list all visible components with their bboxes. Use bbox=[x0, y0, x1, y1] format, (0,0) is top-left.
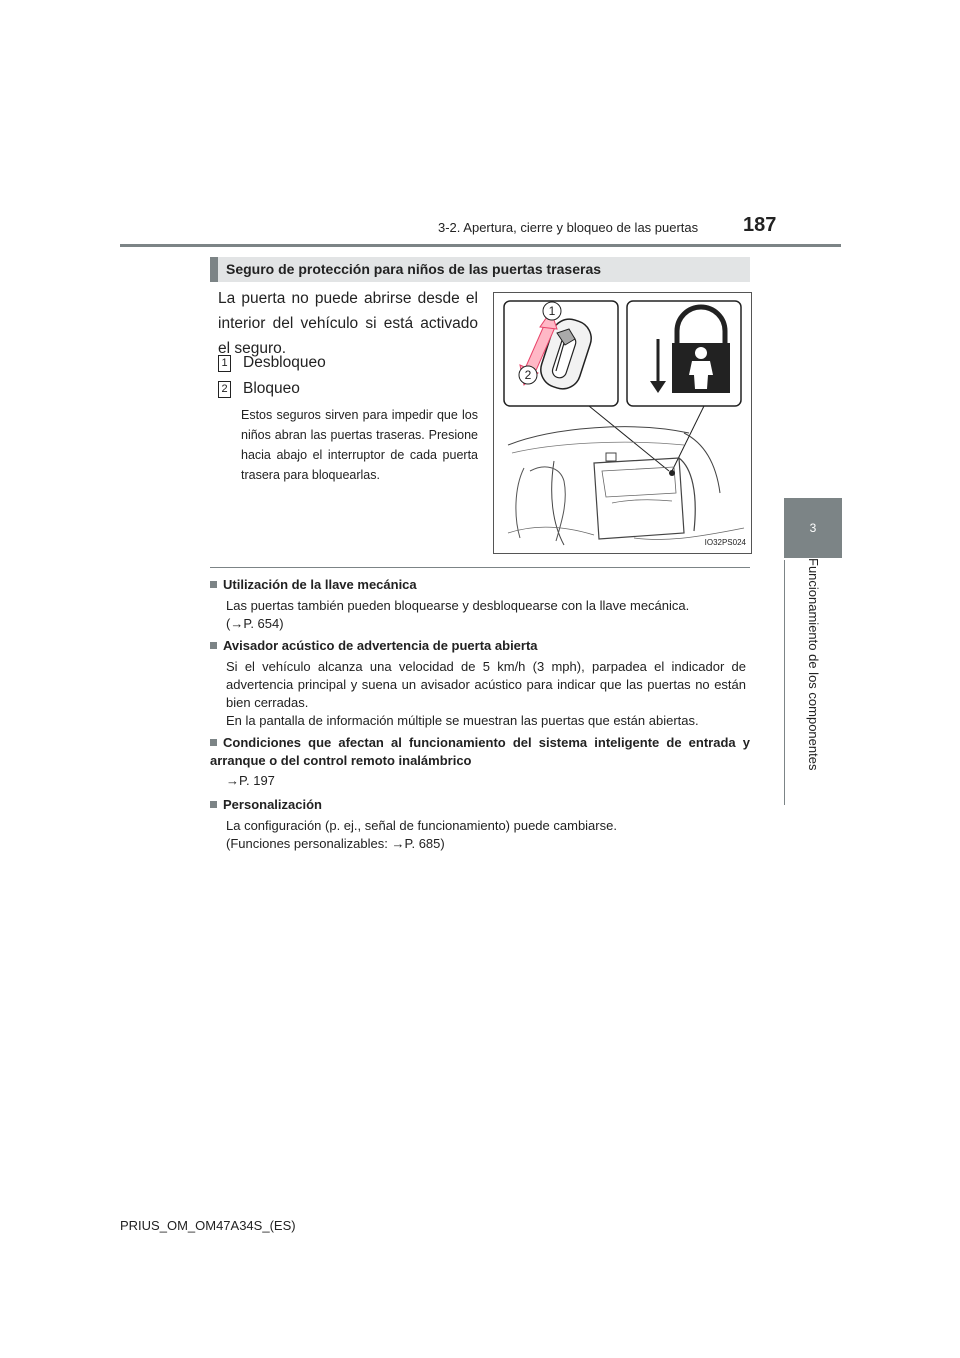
square-bullet-icon bbox=[210, 739, 217, 746]
info-block-title-text: Personalización bbox=[223, 797, 322, 812]
info-block-body bbox=[226, 597, 746, 633]
info-block-body bbox=[226, 658, 746, 730]
rear-door-panel bbox=[594, 458, 684, 539]
section-title-accent bbox=[210, 257, 218, 282]
info-block-title bbox=[210, 576, 750, 594]
callout-1-text: 1 bbox=[548, 304, 556, 318]
floor-line bbox=[508, 527, 594, 535]
pointer-right bbox=[672, 406, 704, 471]
section-note: Estos seguros sirven para impedir que los niños abran las puertas traseras. Presione hacia abajo el interruptor de cada puerta trasera para bloquearlas. bbox=[241, 408, 478, 482]
square-bullet-icon bbox=[210, 801, 217, 808]
chapter-tab-title bbox=[806, 558, 822, 788]
header-rule bbox=[120, 244, 841, 247]
square-bullet-icon bbox=[210, 581, 217, 588]
child-lock-illustration bbox=[493, 292, 752, 554]
section-title: Seguro de protección para niños de las puertas traseras bbox=[226, 261, 602, 277]
section-intro: La puerta no puede abrirse desde el interior del vehículo si está activado el seguro. bbox=[218, 290, 478, 357]
running-header-section: 3-2. Apertura, cierre y bloqueo de las puertas bbox=[438, 220, 699, 235]
info-block-title bbox=[210, 637, 750, 655]
door-handle bbox=[606, 453, 616, 461]
info-block-line: En la pantalla de información múltiple se muestran las puertas que están abiertas. bbox=[226, 713, 699, 728]
b-pillar bbox=[552, 461, 564, 545]
item-label: Desbloqueo bbox=[243, 354, 326, 371]
info-block-line: La configuración (p. ej., señal de funcionamiento) puede cambiarse. bbox=[226, 818, 617, 833]
square-bullet-icon bbox=[210, 642, 217, 649]
headliner-line bbox=[512, 442, 684, 453]
document-footer-code: PRIUS_OM_OM47A34S_(ES) bbox=[120, 1218, 296, 1233]
page-number: 187 bbox=[743, 214, 777, 236]
section-separator bbox=[210, 567, 750, 568]
info-block-line: Las puertas también pueden bloquearse y desbloquearse con la llave mecánica. bbox=[226, 598, 690, 613]
door-frame bbox=[684, 433, 720, 493]
illustration-code: IO32PS024 bbox=[704, 538, 746, 547]
chapter-tab-title-text: Funcionamiento de los componentes bbox=[806, 558, 821, 771]
info-block-title-text: Utilización de la llave mecánica bbox=[223, 577, 417, 592]
info-block-line: Si el vehículo alcanza una velocidad de 5 km/h (3 mph), parpadea el indicador de advertencia principal y suena un avisador acústico para indicar que las puertas no están bien cerradas. bbox=[226, 659, 746, 710]
info-block-body bbox=[226, 772, 746, 790]
child-lock-drawing bbox=[494, 293, 751, 553]
info-block-line[interactable]: →P. 197 bbox=[226, 773, 275, 788]
item-number-box: 1 bbox=[218, 355, 231, 372]
section-title-bar bbox=[210, 257, 750, 282]
front-seat-side bbox=[530, 467, 565, 541]
info-block-body bbox=[226, 817, 746, 853]
lock-position-marker bbox=[669, 470, 675, 476]
info-block-title-text: Condiciones que afectan al funcionamiento del sistema inteligente de entrada y arranque o del control remoto inalámbrico bbox=[210, 735, 750, 768]
chapter-tab-number[interactable]: 3 bbox=[784, 498, 842, 558]
door-trim bbox=[602, 467, 676, 497]
roof-line bbox=[508, 427, 689, 445]
front-seat-back bbox=[516, 468, 524, 538]
chapter-tab-divider bbox=[784, 560, 785, 805]
item-label: Bloqueo bbox=[243, 380, 300, 397]
info-block-line[interactable]: (Funciones personalizables: →P. 685) bbox=[226, 836, 445, 851]
list-item bbox=[218, 354, 326, 372]
info-block-title bbox=[210, 796, 750, 814]
item-number-box: 2 bbox=[218, 381, 231, 398]
armrest bbox=[612, 500, 672, 503]
info-block-title bbox=[210, 734, 750, 770]
list-item bbox=[218, 380, 300, 398]
callout-2-text: 2 bbox=[524, 368, 532, 382]
info-block-line[interactable]: (→P. 654) bbox=[226, 616, 284, 631]
child-figure-head bbox=[695, 347, 707, 359]
info-block-title-text: Avisador acústico de advertencia de puerta abierta bbox=[223, 638, 538, 653]
